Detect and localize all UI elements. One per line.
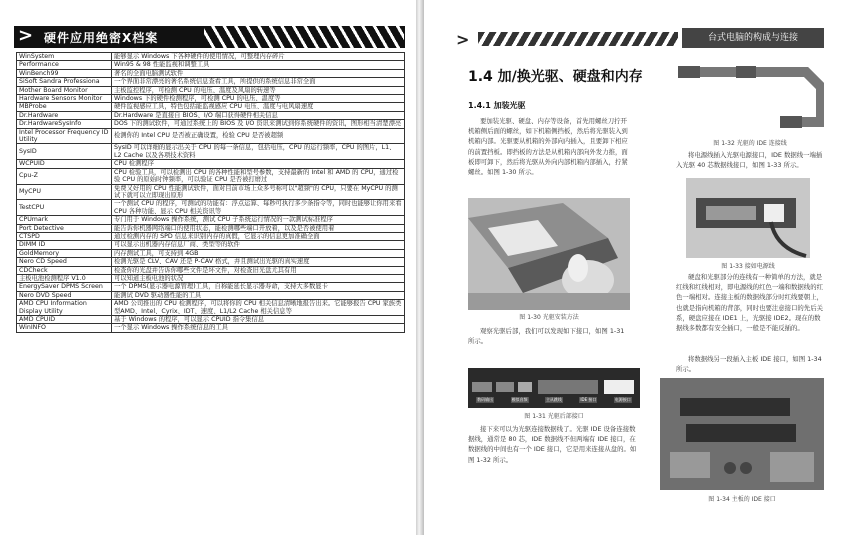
chapter-banner xyxy=(14,26,405,48)
software-description: 可以知道主板电池的状况 xyxy=(112,274,405,282)
table-row xyxy=(17,144,405,160)
header-tab: 台式电脑的构成与连接 xyxy=(682,28,824,48)
software-table xyxy=(16,52,405,333)
software-name: Performance xyxy=(17,61,112,69)
table-row xyxy=(17,274,405,282)
paragraph-1: 要加装光驱、硬盘、内存等设备，首先用螺丝刀拧开机箱侧后面的螺丝，如下机箱侧挡板，然后将光驱装入到机箱内部。光驱要从机箱的外部向内插入，且要卸下相应的前置挡板。即挡板的方法是从机箱内部向外发力推，面板即可卸下，然后将光驱从外向内部机箱内部插入，拧紧螺丝。如图 1-30 所示。 xyxy=(468,117,628,177)
table-row xyxy=(17,300,405,316)
section-title: 1.4.1 加装光驱 xyxy=(468,101,526,110)
rear-label-analog: 模拟音频 xyxy=(511,397,528,402)
software-description: 专门用于 Windows 操作系统，测试 CPU 子系统运行情况的一款测试标准程序 xyxy=(112,216,405,224)
paragraph-6: 将数据线另一段插入主板 IDE 接口，如图 1-34 所示。 xyxy=(676,355,822,374)
software-name: WinINFO xyxy=(17,324,112,332)
table-row xyxy=(17,216,405,224)
book-spine xyxy=(416,0,424,535)
software-name: MyCPU xyxy=(17,184,112,200)
rear-label-ide: IDE 接口 xyxy=(580,397,597,402)
software-description: 能够显示 Windows 下各种硬件的使用情况，可整理内存碎片 xyxy=(112,53,405,61)
paragraph-5: 硬盘和光驱部分的连线有一种简单的方法，就是红线和红线相对，即电源线的红色一端和数据线的红色一端相对。连接主板的数据线部分时红线要朝上，也就是指向机箱的背部，同时也要注意接口的先后关系，硬盘应接在 IDE1 上，光驱接 IDE2。现在的数据线多数都有安全插口，一般是不能反插的。 xyxy=(676,273,823,333)
software-description: 检测光驱是 CLV、CAV 还是 P-CAV 格式，并且测试出光驱的真实速度 xyxy=(112,258,405,266)
figure-1-33-caption: 图 1-33 接如电源线 xyxy=(721,263,775,270)
software-name: MBProbe xyxy=(17,103,112,111)
software-description: Windows 下的硬件检测程序，可检测 CPU 的电压、温度等 xyxy=(112,95,405,103)
table-row xyxy=(17,291,405,299)
software-description: SysID 可以详细的显示出关于 CPU 的每一条信息，包括电压，CPU 的运行频率，CPU 的图片，L1、L2 Cache 以及各项技术资料 xyxy=(112,144,405,160)
software-name: EnergySaver DPMS Screen xyxy=(17,283,112,291)
ide-cable-illustration xyxy=(676,62,824,134)
software-description: 能告诉你机器网络端口的使用状态，能检测哪些端口开放着，以及是否被使用着 xyxy=(112,224,405,232)
rear-label-digital: 数码输出 xyxy=(477,397,494,402)
figure-1-32-caption: 图 1-32 光驱的 IDE 连接线 xyxy=(713,140,787,147)
software-name: Nero DVD Speed xyxy=(17,291,112,299)
software-name: Mother Board Monitor xyxy=(17,86,112,94)
paragraph-3: 接下来可以为光驱连接数据线了。光驱 IDE 设备连接数据线，通常是 80 芯，IDE 数据线不但两端有 IDE 接口，在数据线的中间也有一个 IDE 接口，它是用来连接从盘的。如图 1-32 所示。 xyxy=(468,425,637,464)
left-page xyxy=(0,0,416,535)
software-description: 著名的全面电脑测试软件 xyxy=(112,69,405,77)
table-row xyxy=(17,78,405,86)
drive-install-illustration xyxy=(468,198,630,310)
software-name: SysID xyxy=(17,144,112,160)
software-description: 内存测试工具，可支持到 4GB xyxy=(112,249,405,257)
software-name: CTSPD xyxy=(17,232,112,240)
software-name: 主板电池检测程序 V1.0 xyxy=(17,274,112,282)
table-row xyxy=(17,200,405,216)
table-row xyxy=(17,120,405,128)
right-page xyxy=(424,0,842,535)
table-row xyxy=(17,249,405,257)
software-name: SiSoft Sandra Professiona xyxy=(17,78,112,86)
table-row xyxy=(17,184,405,200)
software-description: AMD 公司推出的 CPU 检测程序，可以将你的 CPU 相关信息清晰地报告出来。它能够报告 CPU 家族类型AMD、Intel、Cyrix、IDT、速度、L1/L2 Cache 相关信息等 xyxy=(112,300,405,316)
table-row xyxy=(17,53,405,61)
rear-label-jumper: 主从跳线 xyxy=(545,397,562,402)
table-row xyxy=(17,69,405,77)
banner-title: 硬件应用绝密X档案 xyxy=(44,31,159,45)
table-row xyxy=(17,103,405,111)
software-name: Cpu-Z xyxy=(17,168,112,184)
software-name: DIMM ID xyxy=(17,241,112,249)
software-description: Dr.Hardware 是直接自 BIOS、I/O 端口获得硬件相关信息 xyxy=(112,111,405,119)
table-row xyxy=(17,283,405,291)
figure-1-31-caption: 图 1-31 光驱后部接口 xyxy=(524,413,584,420)
figure-1-30-photo xyxy=(468,198,630,310)
figure-1-34-caption: 图 1-34 主板的 IDE 接口 xyxy=(708,496,776,503)
figure-1-33-photo xyxy=(686,178,810,258)
software-name: CDCheck xyxy=(17,266,112,274)
rear-label-power: 电源接口 xyxy=(614,397,631,402)
software-name: Port Detective xyxy=(17,224,112,232)
software-description: 可以显示出机器内存信息厂商、类型等的软件 xyxy=(112,241,405,249)
figure-1-32-photo xyxy=(676,62,824,134)
software-description: 基于 Windows 的程序，可以显示 CPUID 指令集信息 xyxy=(112,316,405,324)
power-cable-illustration xyxy=(686,178,810,258)
software-description: 免费又好用的 CPU 性能测试软件，面对目前市场上众多号称可以"超频"的 CPU，只要在 MyCPU 的测试下就可以立即现出原形 xyxy=(112,184,405,200)
table-row xyxy=(17,324,405,332)
table-row xyxy=(17,111,405,119)
motherboard-ide-illustration xyxy=(660,378,824,490)
software-description: 主板监控程序，可检测 CPU 的电压、温度及风扇的转速等 xyxy=(112,86,405,94)
table-row xyxy=(17,266,405,274)
software-name: AMD CPU Information Display Utility xyxy=(17,300,112,316)
table-row xyxy=(17,241,405,249)
software-name: Dr.HardwareSysInfo xyxy=(17,120,112,128)
software-description: 硬件监视感应工具，特色包括能监视感应 CPU 电压、温度与电风扇速度 xyxy=(112,103,405,111)
software-name: Hardware Sensors Monitor xyxy=(17,95,112,103)
software-description: 检测你的 Intel CPU 是否被正确设置，检验 CPU 是否被超频 xyxy=(112,128,405,144)
software-name: WCPUID xyxy=(17,160,112,168)
software-description: 能测试 DVD 驱动器性能的工具 xyxy=(112,291,405,299)
software-description: 通过检测内存的 SPD 信息来识别内存的真假，它显示的信息更加准确全面 xyxy=(112,232,405,240)
software-name: CPUmark xyxy=(17,216,112,224)
chapter-title: 1.4 加/换光驱、硬盘和内存 xyxy=(468,69,643,85)
table-row xyxy=(17,95,405,103)
software-description: DOS 下的测试软件，可通过系统上的 BIOS 及 I/O 资讯来测试到你系统硬件的资讯，图形相当清楚漂亮 xyxy=(112,120,405,128)
software-name: WinBench99 xyxy=(17,69,112,77)
table-row xyxy=(17,258,405,266)
table-row xyxy=(17,168,405,184)
software-name: TestCPU xyxy=(17,200,112,216)
page-header xyxy=(424,26,842,48)
table-row xyxy=(17,61,405,69)
table-row xyxy=(17,128,405,144)
software-name: WinSystem xyxy=(17,53,112,61)
software-description: CPU 检测程序 xyxy=(112,160,405,168)
software-description: CPU 检验工具，可以检测出 CPU 的各种性能和型号参数，支持最新的 Intel 和 AMD 的 CPU，通过检验 CPU 的原始时钟频率，可以验证 CPU 是否被打磨过 xyxy=(112,168,405,184)
table-row xyxy=(17,316,405,324)
software-description: 一个显示 Windows 操作系统信息的工具 xyxy=(112,324,405,332)
figure-1-31-photo xyxy=(468,368,640,408)
table-row xyxy=(17,160,405,168)
software-description: 一个界面非常漂亮的著名系统信息查看工具，所提供的系统信息非常全面 xyxy=(112,78,405,86)
software-description: 检查你的光盘并告诉你哪些文件是坏文件，对检查旧光盘尤其有用 xyxy=(112,266,405,274)
software-name: AMD CPUID xyxy=(17,316,112,324)
table-row xyxy=(17,232,405,240)
paragraph-4: 将电源线插入光驱电源接口，IDE 数据线一端插入光驱 40 芯数据线接口，如图 1-33 所示。 xyxy=(676,151,823,170)
software-name: Nero CD Speed xyxy=(17,258,112,266)
table-row xyxy=(17,224,405,232)
header-arrow-icon: > xyxy=(456,30,470,49)
table-row xyxy=(17,86,405,94)
software-name: Intel Processor Frequency ID Utility xyxy=(17,128,112,144)
paragraph-2: 观察光驱后部，我们可以发现如下接口，如图 1-31 所示。 xyxy=(468,327,625,346)
software-description: Win95 & 98 性能监视和调整工具 xyxy=(112,61,405,69)
figure-1-34-photo xyxy=(660,378,824,490)
software-description: 一个测试 CPU 的程序，可测试的功能有：浮点运算、每秒可执行多少条指令等，同时也能够让你用来看 CPU 各种功能、显示 CPU 相关资讯等 xyxy=(112,200,405,216)
banner-stripes xyxy=(204,26,404,48)
figure-1-30-caption: 图 1-30 光驱安装方法 xyxy=(519,314,579,321)
banner-arrow-icon: > xyxy=(18,25,34,46)
software-name: Dr.Hardware xyxy=(17,111,112,119)
header-stripes xyxy=(478,32,678,46)
software-name: GoldMemory xyxy=(17,249,112,257)
software-description: 一个 DPMS(显示器电源管理)工具，自称能延长显示器寿命，支持大多数显卡 xyxy=(112,283,405,291)
